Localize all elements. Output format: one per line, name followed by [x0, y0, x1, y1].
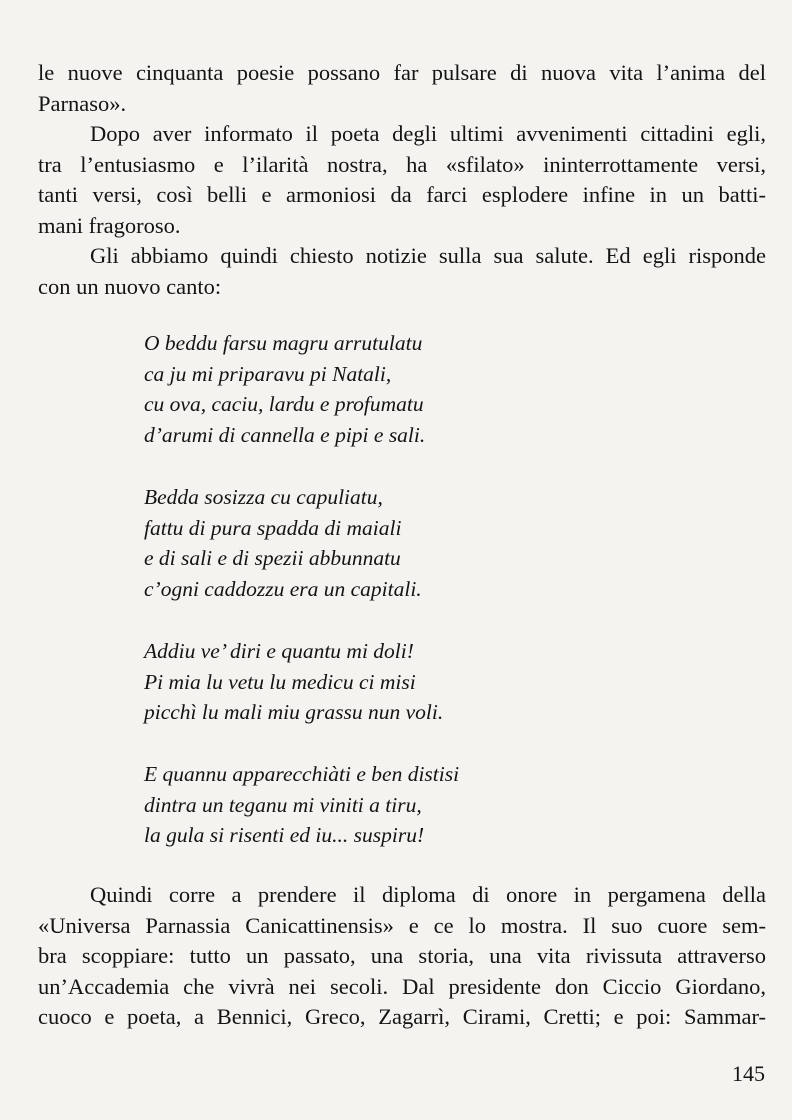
paragraph-1: [38, 58, 766, 119]
verse-line: Bedda sosizza cu capuliatu,: [144, 485, 383, 509]
verse-line: Addiu ve’ diri e quantu mi doli!: [144, 639, 414, 663]
paragraph-3: [38, 241, 766, 302]
paragraph-2: [38, 119, 766, 241]
verse-line: c’ogni caddozzu era un capitali.: [144, 576, 422, 601]
poem-stanza-3: [144, 636, 443, 728]
poem-stanza-1: [144, 328, 425, 450]
verse-line: Pi mia lu vetu lu medicu ci misi: [144, 669, 416, 694]
verse-line: e di sali e di spezii abbunnatu: [144, 546, 401, 570]
verse-line: la gula si risenti ed iu... suspiru!: [144, 823, 425, 847]
verse-line: ca ju mi priparavu pi Natali,: [144, 361, 392, 386]
text-line: cuoco e poeta, a Bennici, Greco, Zagarrì, Cirami, Cretti; e poi: Sammar-: [38, 1004, 766, 1029]
verse-line: E quannu apparecchiàti e ben distisi: [144, 762, 460, 786]
text-line: Gli abbiamo quindi chiesto notizie sulla sua salute. Ed egli risponde: [90, 243, 766, 268]
paragraph-4: [38, 880, 766, 1033]
text-line: Parnaso».: [38, 90, 127, 116]
text-line: tra l’entusiasmo e l’ilarità nostra, ha «sfilato» ininterrottamente versi,: [38, 151, 766, 177]
text-line: un’Accademia che vivrà nei secoli. Dal presidente don Ciccio Giordano,: [38, 973, 766, 999]
verse-line: cu ova, caciu, lardu e profumatu: [144, 392, 424, 416]
verse-line: fattu di pura spadda di maiali: [144, 515, 402, 540]
verse-line: d’arumi di cannella e pipi e sali.: [144, 422, 426, 447]
text-line: mani fragoroso.: [38, 212, 181, 238]
text-line: con un nuovo canto:: [38, 273, 222, 299]
book-page: [38, 58, 766, 1029]
page-number: 145: [732, 1061, 765, 1086]
verse-line: dintra un teganu mi viniti a tiru,: [144, 792, 422, 817]
poem-stanza-4: [144, 759, 459, 851]
text-line: Quindi corre a prendere il diploma di onore in pergamena della: [90, 882, 766, 907]
verse-line: picchì lu mali miu grassu nun voli.: [144, 700, 444, 724]
text-line: le nuove cinquanta poesie possano far pulsare di nuova vita l’anima del: [38, 60, 766, 85]
poem-stanza-2: [144, 482, 422, 604]
text-line: «Universa Parnassia Canicattinensis» e ce lo mostra. Il suo cuore sem-: [38, 912, 766, 938]
text-line: bra scoppiare: tutto un passato, una storia, una vita rivissuta attraverso: [38, 943, 766, 968]
text-line: tanti versi, così belli e armoniosi da farci esplodere infine in un batti-: [38, 182, 766, 207]
verse-line: O beddu farsu magru arrutulatu: [144, 331, 423, 355]
text-line: Dopo aver informato il poeta degli ultimi avvenimenti cittadini egli,: [90, 121, 766, 146]
